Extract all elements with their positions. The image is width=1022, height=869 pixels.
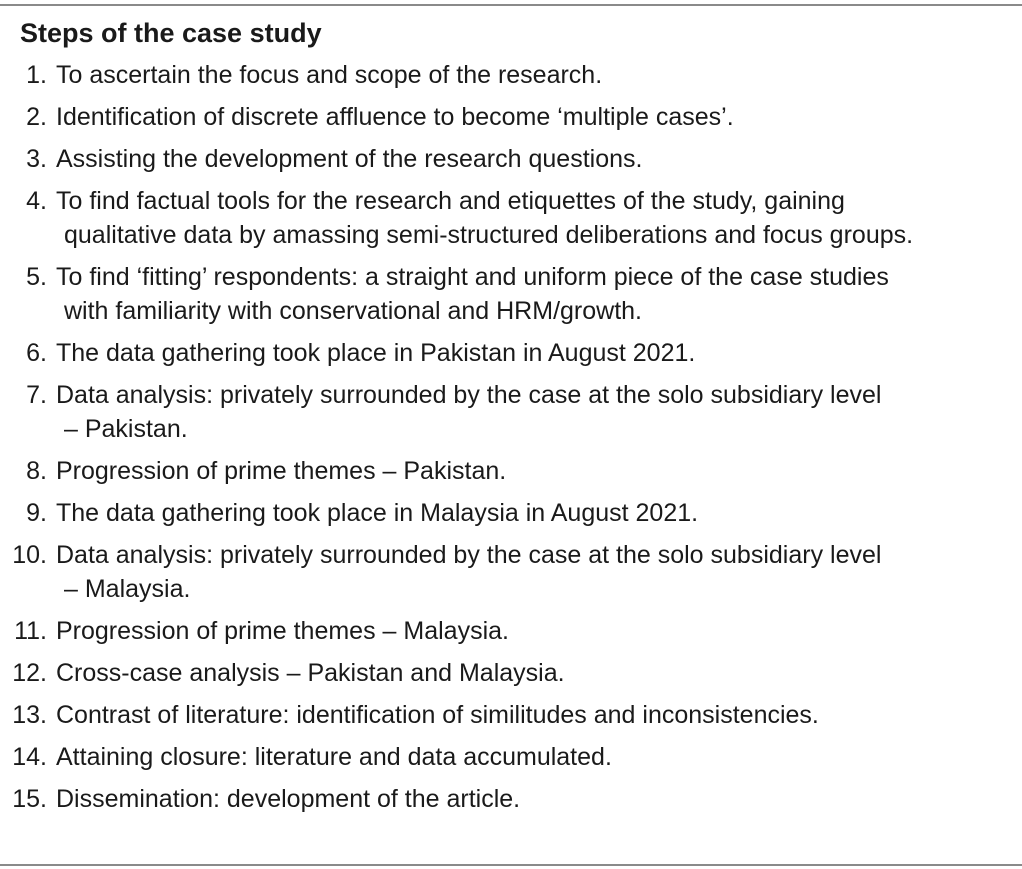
step-item — [0, 336, 1022, 370]
step-number: 11. — [14, 617, 47, 645]
step-number: 1. — [26, 61, 47, 89]
step-text: Progression of prime themes – Pakistan. — [56, 457, 507, 485]
step-item — [0, 698, 1022, 732]
step-number: 6. — [26, 339, 47, 367]
step-number: 13. — [12, 701, 47, 729]
step-text: Progression of prime themes – Malaysia. — [56, 617, 509, 645]
step-text: qualitative data by amassing semi-structured deliberations and focus groups. — [64, 221, 914, 249]
step-text: Attaining closure: literature and data accumulated. — [56, 743, 612, 771]
step-number: 5. — [26, 263, 47, 291]
step-item — [0, 100, 1022, 134]
step-text: Assisting the development of the research questions. — [56, 145, 643, 173]
step-text: To find ‘fitting’ respondents: a straight and uniform piece of the case studies — [56, 263, 889, 291]
step-text: – Pakistan. — [64, 415, 188, 443]
step-number: 8. — [26, 457, 47, 485]
step-text: Data analysis: privately surrounded by the case at the solo subsidiary level — [56, 541, 882, 569]
step-item — [0, 538, 1022, 606]
step-number: 15. — [12, 785, 47, 813]
step-text: with familiarity with conservational and HRM/growth. — [64, 297, 642, 325]
step-number: 12. — [12, 659, 47, 687]
step-number: 2. — [26, 103, 47, 131]
step-text: Cross-case analysis – Pakistan and Malaysia. — [56, 659, 565, 687]
step-item — [0, 184, 1022, 252]
step-text: To ascertain the focus and scope of the research. — [56, 61, 603, 89]
step-text: Contrast of literature: identification of similitudes and inconsistencies. — [56, 701, 819, 729]
step-item — [0, 58, 1022, 92]
step-text: To find factual tools for the research and etiquettes of the study, gaining — [56, 187, 845, 215]
step-number: 4. — [26, 187, 47, 215]
step-text: The data gathering took place in Malaysia in August 2021. — [56, 499, 699, 527]
step-item — [0, 378, 1022, 446]
step-item — [0, 740, 1022, 774]
step-text: Data analysis: privately surrounded by the case at the solo subsidiary level — [56, 381, 882, 409]
step-number: 10. — [12, 541, 47, 569]
step-number: 7. — [26, 381, 47, 409]
step-number: 14. — [12, 743, 47, 771]
steps-list — [0, 58, 1022, 824]
step-text: Dissemination: development of the article. — [56, 785, 521, 813]
step-text: Identification of discrete affluence to become ‘multiple cases’. — [56, 103, 734, 131]
table-bottom-rule — [0, 864, 1022, 866]
step-number: 9. — [26, 499, 47, 527]
step-item — [0, 614, 1022, 648]
table-top-rule — [0, 4, 1022, 6]
step-item — [0, 454, 1022, 488]
table-header: Steps of the case study — [20, 18, 322, 48]
step-text: – Malaysia. — [64, 575, 191, 603]
step-item — [0, 782, 1022, 816]
step-item — [0, 496, 1022, 530]
step-item — [0, 656, 1022, 690]
step-text: The data gathering took place in Pakistan in August 2021. — [56, 339, 696, 367]
step-item — [0, 260, 1022, 328]
step-item — [0, 142, 1022, 176]
step-number: 3. — [26, 145, 47, 173]
